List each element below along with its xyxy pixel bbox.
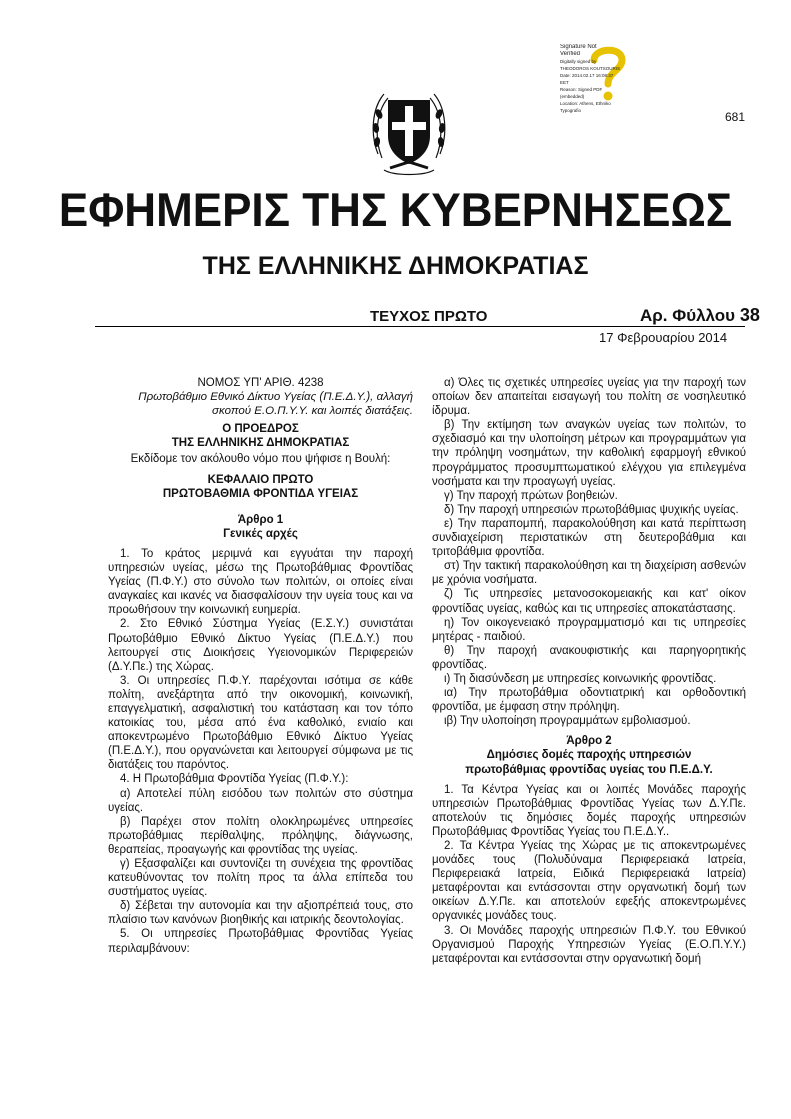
president-heading: Ο ΠΡΟΕΔΡΟΣ <box>222 423 299 436</box>
sheet-number <box>640 305 760 326</box>
masthead-subtitle: ΤΗΣ ΕΛΛΗΝΙΚΗΣ ΔΗΜΟΚΡΑΤΙΑΣ <box>202 252 589 280</box>
paragraph: β) Παρέχει στον πολίτη ολοκληρωμένες υπηρεσίες πρωτοβάθμιας περίθαλψης, πρόληψης, διάγνωσης, θεραπείας, προαγωγής και φροντίδας της υγείας. <box>108 815 413 856</box>
paragraph: α) Αποτελεί πύλη εισόδου των πολιτών στο σύστημα υγείας. <box>108 787 413 814</box>
paragraph: δ) Σέβεται την αυτονομία και την αξιοπρέπειά τους, στο πλαίσιο των κανόνων βιοηθικής και ιατρικής δεοντολογίας. <box>108 900 413 927</box>
right-column <box>432 376 746 966</box>
article-title: Δημόσιες δομές παροχής υπηρεσιών πρωτοβάθμιας φροντίδας υγείας του Π.Ε.Δ.Υ. <box>465 749 713 776</box>
sheet-number-value: 38 <box>739 305 760 325</box>
paragraph: 3. Οι υπηρεσίες Π.Φ.Υ. παρέχονται ισότιμα σε κάθε πολίτη, ανεξάρτητα από την οικονομική, κοινωνική, επαγγελματική, ασφαλιστική του κατάσταση και τον τόπο κατοικίας του, μέσα από ένα καθολικό, ενιαίο και αποκεντρωμένο Πρωτοβάθμιο Εθνικό Δίκτυο Υγείας (Π.Ε.Δ.Υ.), που οργανώνεται και λειτουργεί σύμφωνα με τις διατάξεις του παρόντος. <box>108 674 413 772</box>
enactment-formula: Εκδίδομε τον ακόλουθο νόμο που ψήφισε η Βουλή: <box>130 453 391 466</box>
signature-line: EET <box>560 80 569 85</box>
digital-signature-block <box>560 44 640 113</box>
paragraph: γ) Εξασφαλίζει και συντονίζει τη συνέχεια της φροντίδας κατευθύνοντας τον πολίτη προς τα άλλα επίπεδα του συστήματος υγείας. <box>108 858 413 899</box>
paragraph: στ) Την τακτική παρακολούθηση και τη διαχείριση ασθενών με χρόνια νοσήματα. <box>432 560 746 587</box>
chapter-title: ΠΡΩΤΟΒΑΘΜΙΑ ΦΡΟΝΤΙΔΑ ΥΓΕΙΑΣ <box>162 487 359 500</box>
paragraph: η) Τον οικογενειακό προγραμματισμό και τις υπηρεσίες μητέρας - παιδιού. <box>432 616 746 643</box>
signature-line: Reason: Signed PDF <box>560 87 603 92</box>
masthead-title: ΕΦΗΜΕΡΙΣ ΤΗΣ ΚΥΒΕΡΝΗΣΕΩΣ <box>58 184 733 237</box>
paragraph: ια) Την πρωτοβάθμια οδοντιατρική και ορθοδοντική φροντίδα, με έμφαση στην πρόληψη. <box>432 687 746 714</box>
article-heading: Άρθρο 1 <box>237 513 284 526</box>
paragraph: ζ) Τις υπηρεσίες μετανοσοκομειακής και κατ' οίκον φροντίδας υγείας, καθώς και τις υπηρεσίες αποκατάστασης. <box>432 588 746 615</box>
paragraph: ε) Την παραπομπή, παρακολούθηση και κατά περίπτωση συνδιαχείριση περιστατικών στη δευτεροβάθμια και τριτοβάθμια φροντίδα. <box>432 517 746 559</box>
paragraph: θ) Την παροχή ανακουφιστικής και παρηγορητικής φροντίδας. <box>432 644 746 671</box>
chapter-heading: ΚΕΦΑΛΑΙΟ ΠΡΩΤΟ <box>207 473 314 486</box>
paragraph: 2. Στο Εθνικό Σύστημα Υγείας (Ε.Σ.Υ.) συνιστάται Πρωτοβάθμιο Εθνικό Δίκτυο Υγείας (Π.Ε.Δ.Υ.) που λειτουργεί στις Διοικήσεις Υγειονομικών Περιφερειών (Δ.Υ.Πε.) της Χώρας. <box>108 618 413 673</box>
left-column <box>108 376 413 956</box>
signature-line: THEODOROS KOUTSOURIS <box>560 66 621 71</box>
signature-line: (embedded) <box>560 94 585 99</box>
paragraph: ιβ) Την υλοποίηση προγραμμάτων εμβολιασμού. <box>444 715 691 728</box>
paragraph: 1. Το κράτος μεριμνά και εγγυάται την παροχή υπηρεσιών υγείας, μέσω της Πρωτοβάθμιας Φροντίδας Υγείας (Π.Φ.Υ.) στο σύνολο των πολιτών, οι οποίες είναι αναγκαίες και ικανές να διασφαλίσουν την υγεία τους και να προωθήσουν την κοινωνική ευημερία. <box>108 547 413 617</box>
signature-line: Typografio <box>560 108 582 113</box>
paragraph: β) Την εκτίμηση των αναγκών υγείας των πολιτών, το σχεδιασμό και την υλοποίηση μέτρων και προγραμμάτων για την πρόληψη νοσημάτων, την καθολική εφαρμογή εθνικού προγράμματος προσυμπτωματικού ελέγχου για επιλεγμένα νοσήματα και την προαγωγή υγείας. <box>432 419 746 488</box>
president-heading-2: ΤΗΣ ΕΛΛΗΝΙΚΗΣ ΔΗΜΟΚΡΑΤΙΑΣ <box>171 437 350 450</box>
paragraph: 1. Τα Κέντρα Υγείας και οι λοιπές Μονάδες παροχής υπηρεσιών Πρωτοβάθμιας Φροντίδας Υγείας των Δ.Υ.Πε. αποτελούν τις δημόσιες δομές παροχής υπηρεσιών Πρωτοβάθμιας Φροντίδας Υγείας του Π.Ε.Δ.Υ.. <box>432 783 746 838</box>
paragraph: 5. Οι υπηρεσίες Πρωτοβάθμιας Φροντίδας Υγείας περιλαμβάνουν: <box>108 928 413 955</box>
paragraph: 2. Τα Κέντρα Υγείας της Χώρας με τις αποκεντρωμένες μονάδες τους (Πολυδύναμα Περιφερειακά Ιατρεία, Περιφερειακά Ιατρεία, Ειδικά Περιφερειακά Ιατρεία) μεταφέρονται και εντάσσονται στην οργανωτική δομή των οικείων Δ.Υ.Πε. και αποτελούν εφεξής αποκεντρωμένες οργανικές μονάδες τους. <box>432 840 746 923</box>
paragraph: γ) Την παροχή πρώτων βοηθειών. <box>444 489 618 502</box>
signature-line: Date: 2014.02.17 16:08:37 <box>560 73 614 78</box>
article-title: Γενικές αρχές <box>223 527 298 540</box>
paragraph: 4. Η Πρωτοβάθμια Φροντίδα Υγείας (Π.Φ.Υ.): <box>120 773 349 786</box>
law-title: Πρωτοβάθμιο Εθνικό Δίκτυο Υγείας (Π.Ε.Δ.Υ.), αλλαγή σκοπού Ε.Ο.Π.Υ.Υ. και λοιπές διατάξεις. <box>138 391 413 418</box>
sheet-label: Αρ. Φύλλου <box>640 306 736 325</box>
signature-line: Verified <box>560 51 581 57</box>
header-rule <box>95 326 745 327</box>
page-number: 681 <box>724 110 745 124</box>
issue-date: 17 Φεβρουαρίου 2014 <box>599 330 728 345</box>
article-heading: Άρθρο 2 <box>566 735 612 748</box>
paragraph: δ) Την παροχή υπηρεσιών πρωτοβάθμιας ψυχικής υγείας. <box>444 503 739 516</box>
coat-of-arms-emblem <box>370 84 448 176</box>
signature-line: Digitally signed by <box>560 59 597 64</box>
issue-series: ΤΕΥΧΟΣ ΠΡΩΤΟ <box>370 308 488 325</box>
paragraph: ι) Τη διασύνδεση με υπηρεσίες κοινωνικής φροντίδας. <box>444 672 717 685</box>
signature-line: Signature Not <box>560 44 597 50</box>
paragraph: α) Όλες τις σχετικές υπηρεσίες υγείας για την παροχή των οποίων δεν απαιτείται εισαγωγή του πολίτη σε νοσηλευτικό ίδρυμα. <box>432 377 746 418</box>
law-number: ΝΟΜΟΣ ΥΠ' ΑΡΙΘ. 4238 <box>197 377 324 389</box>
signature-line: Location: Athens, Ethniko <box>560 101 611 106</box>
paragraph: 3. Οι Μονάδες παροχής υπηρεσιών Π.Φ.Υ. του Εθνικού Οργανισμού Παροχής Υπηρεσιών Υγείας (Ε.Ο.Π.Υ.Υ.) μεταφέρονται και εντάσσονται στην οργανωτική δομή <box>432 924 746 965</box>
